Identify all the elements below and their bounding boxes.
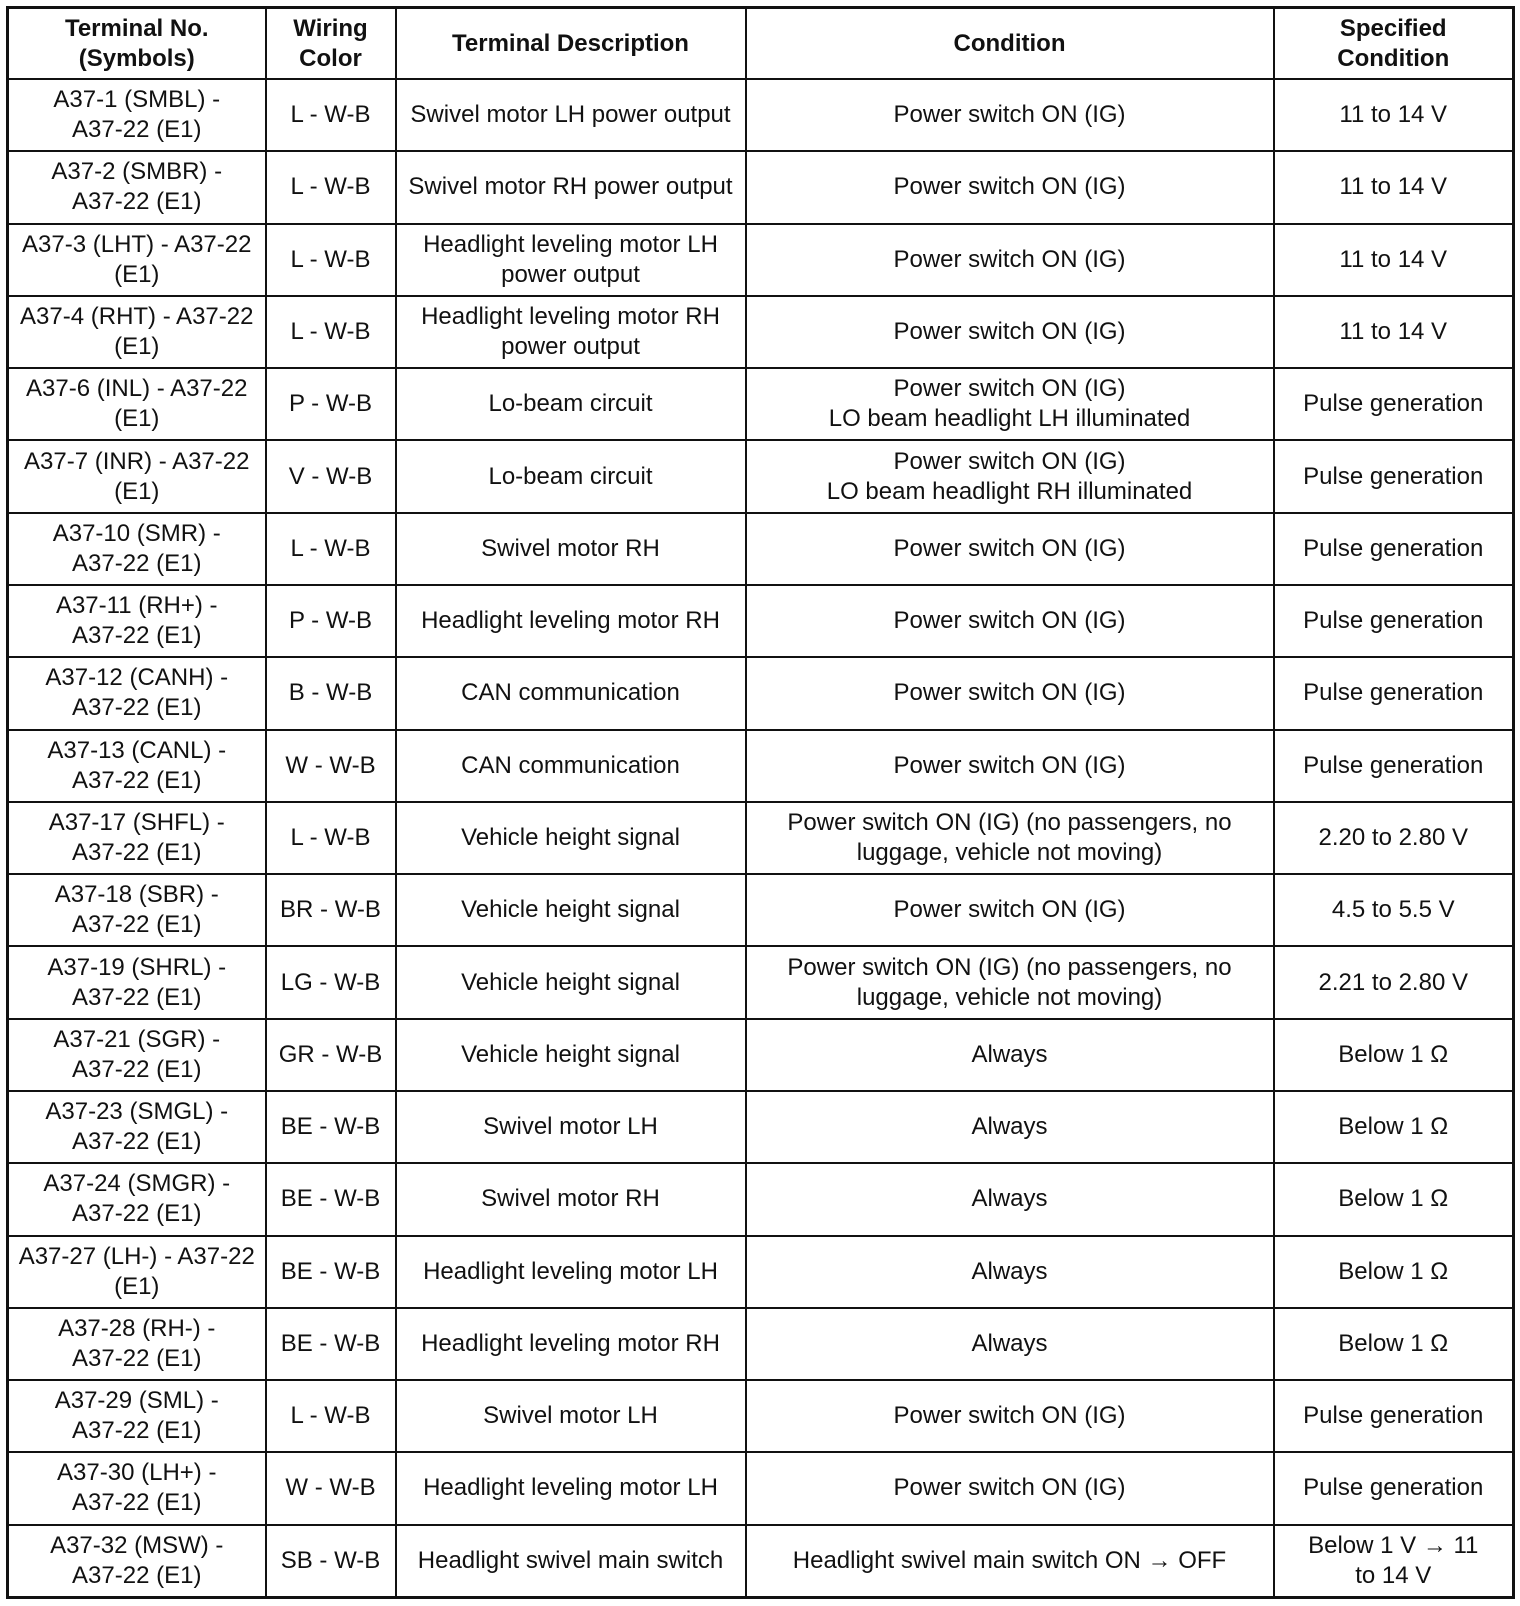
cell-description: Swivel motor RH <box>396 513 746 585</box>
cell-description: CAN communication <box>396 730 746 802</box>
cell-wiring-color: BE - W-B <box>266 1163 396 1235</box>
cell-wiring-color: BE - W-B <box>266 1236 396 1308</box>
cell-specified: 4.5 to 5.5 V <box>1274 874 1514 946</box>
cell-description: Headlight leveling motor RH <box>396 585 746 657</box>
cell-condition: Power switch ON (IG) LO beam headlight RH illuminated <box>746 440 1274 512</box>
cell-wiring-color: P - W-B <box>266 585 396 657</box>
cell-specified: 11 to 14 V <box>1274 79 1514 151</box>
cell-terminal: A37-3 (LHT) - A37-22 (E1) <box>8 224 266 296</box>
cell-condition: Headlight swivel main switch ON → OFF <box>746 1525 1274 1598</box>
cell-specified: Pulse generation <box>1274 1452 1514 1524</box>
cell-specified: Pulse generation <box>1274 440 1514 512</box>
cell-terminal: A37-13 (CANL) - A37-22 (E1) <box>8 730 266 802</box>
terminal-spec-sheet <box>6 6 1512 1599</box>
cell-wiring-color: L - W-B <box>266 151 396 223</box>
cell-description: Headlight leveling motor RH <box>396 1308 746 1380</box>
cell-condition: Always <box>746 1236 1274 1308</box>
cell-condition: Power switch ON (IG) <box>746 657 1274 729</box>
table-row <box>8 802 1514 874</box>
cell-terminal: A37-21 (SGR) - A37-22 (E1) <box>8 1019 266 1091</box>
cell-specified: 11 to 14 V <box>1274 151 1514 223</box>
table-body <box>8 79 1514 1598</box>
cell-wiring-color: L - W-B <box>266 1380 396 1452</box>
cell-condition: Power switch ON (IG) (no passengers, no luggage, vehicle not moving) <box>746 802 1274 874</box>
table-row <box>8 79 1514 151</box>
cell-description: Vehicle height signal <box>396 946 746 1018</box>
cell-wiring-color: W - W-B <box>266 730 396 802</box>
cell-condition: Power switch ON (IG) <box>746 513 1274 585</box>
table-row <box>8 874 1514 946</box>
cell-terminal: A37-4 (RHT) - A37-22 (E1) <box>8 296 266 368</box>
cell-description: Swivel motor LH <box>396 1380 746 1452</box>
cell-condition: Always <box>746 1163 1274 1235</box>
cell-condition: Power switch ON (IG) <box>746 79 1274 151</box>
cell-wiring-color: W - W-B <box>266 1452 396 1524</box>
cell-wiring-color: L - W-B <box>266 802 396 874</box>
cell-terminal: A37-12 (CANH) - A37-22 (E1) <box>8 657 266 729</box>
cell-terminal: A37-19 (SHRL) - A37-22 (E1) <box>8 946 266 1018</box>
cell-wiring-color: BR - W-B <box>266 874 396 946</box>
cell-condition: Power switch ON (IG) <box>746 874 1274 946</box>
terminal-spec-table <box>6 6 1515 1599</box>
cell-description: Headlight leveling motor LH <box>396 1452 746 1524</box>
cell-wiring-color: SB - W-B <box>266 1525 396 1598</box>
cell-terminal: A37-6 (INL) - A37-22 (E1) <box>8 368 266 440</box>
cell-wiring-color: L - W-B <box>266 296 396 368</box>
cell-specified: Pulse generation <box>1274 513 1514 585</box>
cell-terminal: A37-28 (RH-) - A37-22 (E1) <box>8 1308 266 1380</box>
cell-wiring-color: LG - W-B <box>266 946 396 1018</box>
header-terminal: Terminal No. (Symbols) <box>8 8 266 80</box>
table-row <box>8 1380 1514 1452</box>
table-row <box>8 1163 1514 1235</box>
cell-specified: Pulse generation <box>1274 585 1514 657</box>
cell-wiring-color: L - W-B <box>266 79 396 151</box>
header-wiring-color: Wiring Color <box>266 8 396 80</box>
cell-terminal: A37-27 (LH-) - A37-22 (E1) <box>8 1236 266 1308</box>
cell-specified: Pulse generation <box>1274 730 1514 802</box>
table-header <box>8 8 1514 80</box>
cell-specified: 11 to 14 V <box>1274 224 1514 296</box>
cell-terminal: A37-11 (RH+) - A37-22 (E1) <box>8 585 266 657</box>
cell-description: Lo-beam circuit <box>396 440 746 512</box>
header-specified-condition: Specified Condition <box>1274 8 1514 80</box>
cell-description: Vehicle height signal <box>396 802 746 874</box>
cell-description: Lo-beam circuit <box>396 368 746 440</box>
cell-wiring-color: L - W-B <box>266 513 396 585</box>
cell-condition: Always <box>746 1091 1274 1163</box>
cell-description: Vehicle height signal <box>396 874 746 946</box>
cell-specified: Below 1 Ω <box>1274 1163 1514 1235</box>
cell-wiring-color: B - W-B <box>266 657 396 729</box>
cell-wiring-color: GR - W-B <box>266 1019 396 1091</box>
cell-condition: Power switch ON (IG) <box>746 730 1274 802</box>
cell-description: Headlight swivel main switch <box>396 1525 746 1598</box>
cell-condition: Power switch ON (IG) <box>746 585 1274 657</box>
cell-description: Headlight leveling motor RH power output <box>396 296 746 368</box>
cell-terminal: A37-2 (SMBR) - A37-22 (E1) <box>8 151 266 223</box>
cell-specified: Pulse generation <box>1274 368 1514 440</box>
table-row <box>8 513 1514 585</box>
cell-specified: 11 to 14 V <box>1274 296 1514 368</box>
table-row <box>8 151 1514 223</box>
cell-condition: Power switch ON (IG) <box>746 151 1274 223</box>
cell-condition: Always <box>746 1308 1274 1380</box>
cell-description: Vehicle height signal <box>396 1019 746 1091</box>
cell-terminal: A37-7 (INR) - A37-22 (E1) <box>8 440 266 512</box>
cell-specified: Below 1 Ω <box>1274 1019 1514 1091</box>
cell-condition: Power switch ON (IG) <box>746 224 1274 296</box>
cell-terminal: A37-24 (SMGR) - A37-22 (E1) <box>8 1163 266 1235</box>
table-row <box>8 946 1514 1018</box>
header-terminal-description: Terminal Description <box>396 8 746 80</box>
cell-condition: Power switch ON (IG) <box>746 296 1274 368</box>
cell-specified: Below 1 Ω <box>1274 1236 1514 1308</box>
table-row <box>8 440 1514 512</box>
cell-description: Swivel motor LH <box>396 1091 746 1163</box>
cell-specified: Pulse generation <box>1274 657 1514 729</box>
header-condition: Condition <box>746 8 1274 80</box>
cell-condition: Power switch ON (IG) (no passengers, no luggage, vehicle not moving) <box>746 946 1274 1018</box>
cell-specified: Below 1 Ω <box>1274 1091 1514 1163</box>
table-row <box>8 1019 1514 1091</box>
table-row <box>8 657 1514 729</box>
cell-condition: Power switch ON (IG) <box>746 1452 1274 1524</box>
cell-description: Swivel motor RH power output <box>396 151 746 223</box>
cell-wiring-color: L - W-B <box>266 224 396 296</box>
cell-terminal: A37-30 (LH+) - A37-22 (E1) <box>8 1452 266 1524</box>
cell-wiring-color: V - W-B <box>266 440 396 512</box>
cell-wiring-color: BE - W-B <box>266 1308 396 1380</box>
cell-specified: Below 1 Ω <box>1274 1308 1514 1380</box>
cell-description: Swivel motor LH power output <box>396 79 746 151</box>
table-row <box>8 1091 1514 1163</box>
table-row <box>8 224 1514 296</box>
cell-specified: Below 1 V → 11 to 14 V <box>1274 1525 1514 1598</box>
cell-condition: Power switch ON (IG) <box>746 1380 1274 1452</box>
cell-terminal: A37-32 (MSW) - A37-22 (E1) <box>8 1525 266 1598</box>
table-row <box>8 1236 1514 1308</box>
cell-wiring-color: BE - W-B <box>266 1091 396 1163</box>
header-row <box>8 8 1514 80</box>
cell-description: Headlight leveling motor LH power output <box>396 224 746 296</box>
table-row <box>8 296 1514 368</box>
cell-specified: Pulse generation <box>1274 1380 1514 1452</box>
cell-specified: 2.20 to 2.80 V <box>1274 802 1514 874</box>
cell-terminal: A37-17 (SHFL) - A37-22 (E1) <box>8 802 266 874</box>
cell-specified: 2.21 to 2.80 V <box>1274 946 1514 1018</box>
cell-terminal: A37-23 (SMGL) - A37-22 (E1) <box>8 1091 266 1163</box>
cell-description: Swivel motor RH <box>396 1163 746 1235</box>
cell-terminal: A37-29 (SML) - A37-22 (E1) <box>8 1380 266 1452</box>
cell-terminal: A37-10 (SMR) - A37-22 (E1) <box>8 513 266 585</box>
cell-terminal: A37-18 (SBR) - A37-22 (E1) <box>8 874 266 946</box>
cell-terminal: A37-1 (SMBL) - A37-22 (E1) <box>8 79 266 151</box>
table-row <box>8 1525 1514 1598</box>
cell-condition: Always <box>746 1019 1274 1091</box>
table-row <box>8 1308 1514 1380</box>
table-row <box>8 730 1514 802</box>
table-row <box>8 1452 1514 1524</box>
table-row <box>8 585 1514 657</box>
cell-description: Headlight leveling motor LH <box>396 1236 746 1308</box>
table-row <box>8 368 1514 440</box>
cell-wiring-color: P - W-B <box>266 368 396 440</box>
cell-condition: Power switch ON (IG) LO beam headlight LH illuminated <box>746 368 1274 440</box>
cell-description: CAN communication <box>396 657 746 729</box>
